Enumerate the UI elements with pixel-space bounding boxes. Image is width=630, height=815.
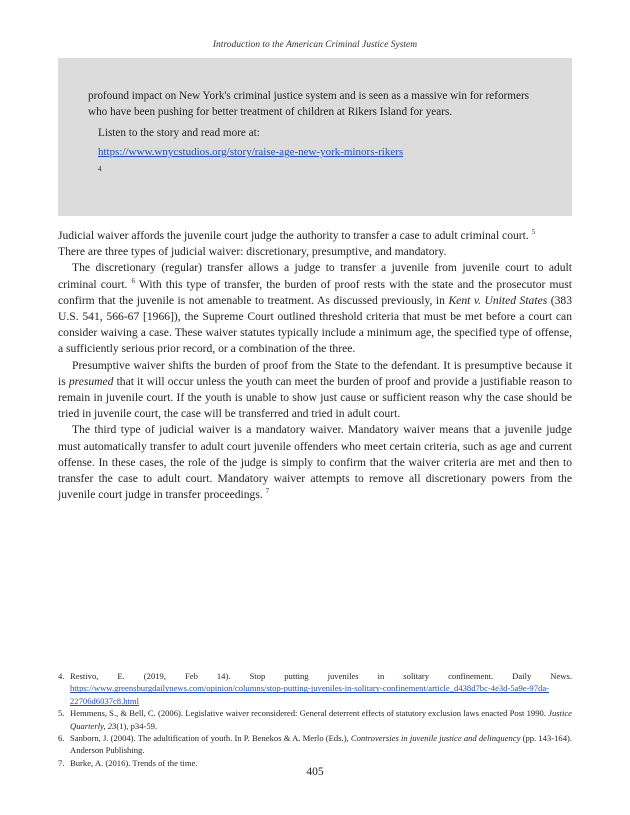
callout-listen-text: Listen to the story and read more at: <box>98 127 260 139</box>
page-number: 405 <box>306 766 324 778</box>
footnote-7: 7. Burke, A. (2016). Trends of the time. <box>58 757 198 768</box>
footnote-5: 5. Hemmens, S., & Bell, C. (2006). Legislative waiver reconsidered: General deterrent effects of statutory exclusion laws enacted Post 1990. Justice Quarterly, 23(1), p34-59. <box>58 708 572 731</box>
footnote-ref-4[interactable]: 4 <box>98 165 102 173</box>
callout-paragraph: profound impact on New York's criminal justice system and is seen as a massive win for reformers who have been pushing for better treatment of children at Rikers Island for years. <box>88 90 530 118</box>
footnote-4: 4. Restivo, E. (2019, Feb 14). Stop putting juveniles in solitary confinement. Daily News. https://www.greensburgdailynews.com/opinion/columns/stop-putting-juveniles-in-solitary-confinement/article_d438d7bc-4e3d-5a9e-97da-22706d6037c8.html <box>58 671 572 706</box>
footnote-6: 6. Sanborn, J. (2004). The adultification of youth. In P. Benekos & A. Merlo (Eds.), Controversies in juvenile justice and delinquency (pp. 143-164). Anderson Publishing. <box>58 733 573 756</box>
body-text <box>58 228 572 503</box>
paragraph-discretionary: The discretionary (regular) transfer allows a judge to transfer a juvenile from juvenile court to adult criminal court. $^6$ With this type of transfer, the burden of proof rests with the state and the prosecutor must confirm that the juvenile is not amenable to treatment. As discussed previously, in Kent v. United States (383 U.S. 541, 566-67 [1966]), the Supreme Court outlined threshold criteria that must be met before a court can consider waiving a case. These waiver statutes typically include a minimum age, the specified type of offense, a sufficiently serious prior record, or a combination of the three. <box>58 261 573 356</box>
footnotes <box>58 670 572 769</box>
footnote-ref-7[interactable]: 7 <box>265 487 270 496</box>
footnote-ref-5[interactable]: 5 <box>531 228 536 237</box>
paragraph-mandatory: The third type of judicial waiver is a mandatory waiver. Mandatory waiver means that a juvenile judge must automatically transfer to adult court juvenile offenders who meet certain criteria, such as age and current offense. In these cases, the role of the judge is simply to confirm that the waiver criteria are met and then to transfer the case to adult court. Mandatory waiver attempts to remove all discretionary powers from the juvenile court judge in transfer proceedings. $^7$ <box>58 423 572 502</box>
case-citation: Kent v. United States <box>448 293 548 307</box>
running-header: Introduction to the American Criminal Justice System <box>212 40 418 50</box>
sidebar-callout-box <box>58 58 572 216</box>
footnote-4-link[interactable]: https://www.greensburgdailynews.com/opinion/columns/stop-putting-juveniles-in-solitary-confinement/article_d438d7bc-4e3d-5a9e-97da-22706d6037c8.html <box>70 683 549 706</box>
story-link[interactable]: https://www.wnycstudios.org/story/raise-age-new-york-minors-rikers <box>98 146 404 158</box>
paragraph-presumptive: Presumptive waiver shifts the burden of proof from the State to the defendant. It is presumptive because it is presumed that it will occur unless the youth can meet the burden of proof and provide a justifiable reason to remain in juvenile court. If the youth is unable to show just cause or sufficient reason why the case should be tried in juvenile court, the case will be transferred and tried in adult court. <box>58 358 572 421</box>
footnote-ref-6[interactable]: 6 <box>131 276 136 285</box>
paragraph-judicial-waiver: Judicial waiver affords the juvenile court judge the authority to transfer a case to adult criminal court. $^5$ There are three types of judicial waiver: discretionary, presumptive, and mandatory. <box>58 228 536 259</box>
